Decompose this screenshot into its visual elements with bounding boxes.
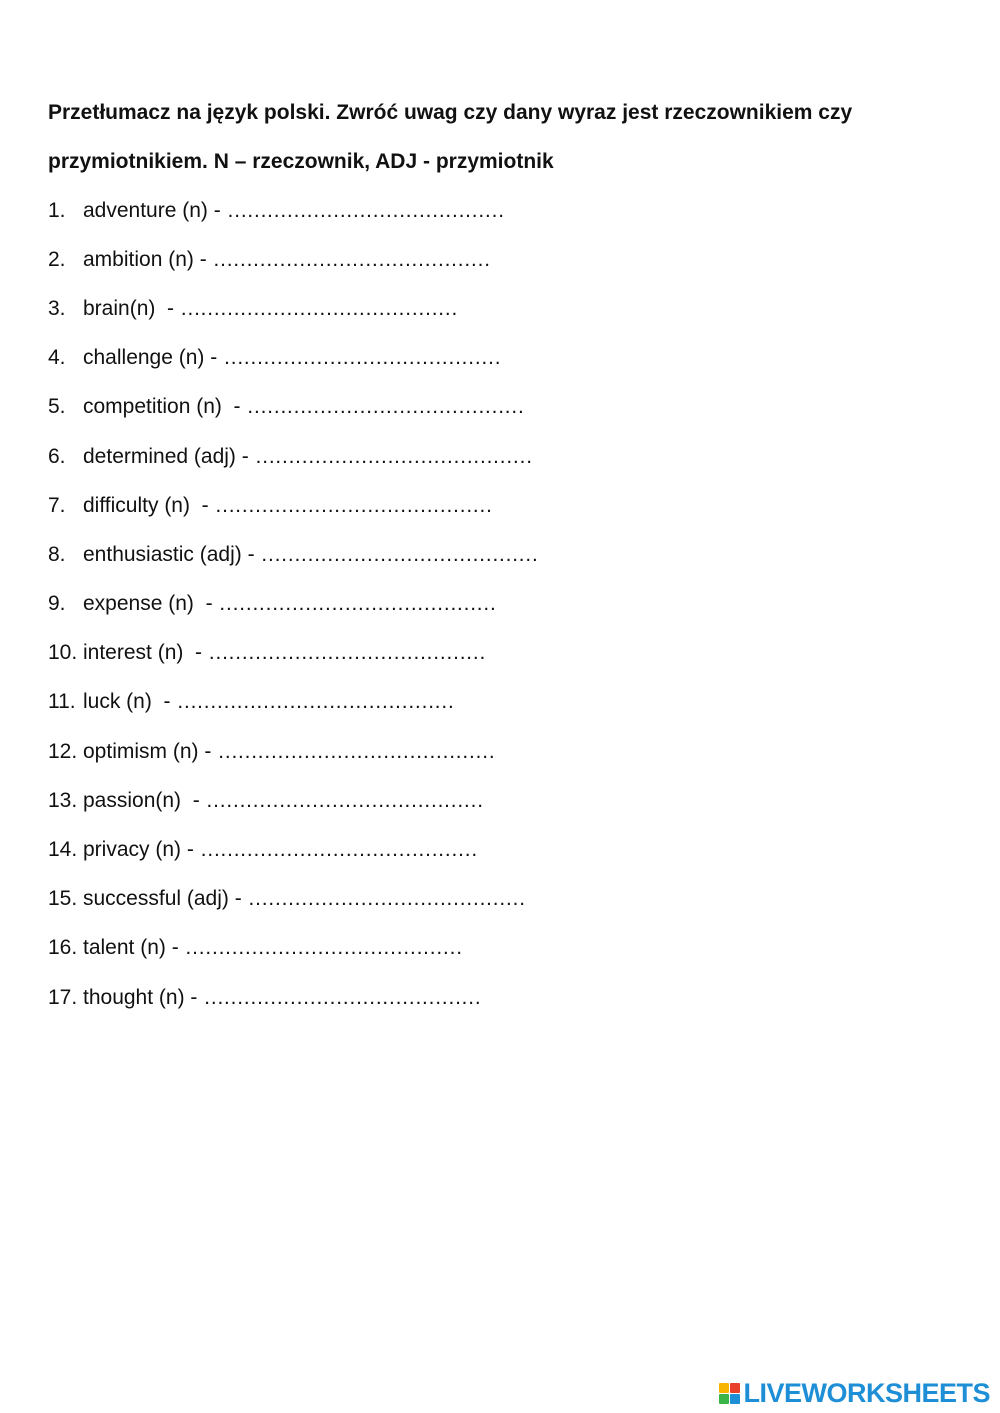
list-item — [48, 973, 538, 1022]
item-number: 12. — [48, 739, 78, 763]
item-word: privacy (n) - — [83, 838, 200, 862]
item-word: luck (n) - — [83, 690, 177, 714]
list-item — [48, 924, 538, 973]
answer-blank[interactable]: …………………………………… — [260, 542, 538, 566]
list-item — [48, 580, 538, 629]
vocabulary-list — [48, 186, 538, 1022]
item-word: expense (n) - — [83, 592, 219, 616]
answer-blank[interactable]: …………………………………… — [218, 592, 496, 616]
list-item — [48, 776, 538, 825]
item-word: thought (n) - — [83, 985, 204, 1009]
answer-blank[interactable]: …………………………………… — [207, 641, 486, 665]
item-number: 9. — [48, 592, 66, 616]
item-number: 2. — [48, 247, 66, 271]
item-word: brain(n) - — [83, 296, 180, 320]
item-word: passion(n) - — [83, 788, 206, 812]
answer-blank[interactable]: …………………………………… — [226, 198, 504, 222]
item-number: 6. — [48, 444, 66, 468]
item-number: 15. — [48, 887, 78, 911]
item-number: 3. — [48, 296, 66, 320]
item-number: 14. — [48, 838, 78, 862]
logo-square — [730, 1383, 740, 1393]
answer-blank[interactable]: …………………………………… — [176, 690, 454, 714]
list-item — [48, 875, 538, 924]
list-item — [48, 186, 538, 235]
list-item — [48, 334, 538, 383]
list-item — [48, 284, 538, 333]
list-item — [48, 481, 538, 530]
item-word: competition (n) - — [83, 395, 247, 419]
item-number: 5. — [48, 395, 66, 419]
list-item — [48, 530, 538, 579]
list-item — [48, 678, 538, 727]
item-word: determined (adj) - — [83, 444, 255, 468]
answer-blank[interactable]: …………………………………… — [217, 739, 495, 763]
item-number: 4. — [48, 346, 66, 370]
item-number: 16. — [48, 936, 78, 960]
list-item — [48, 432, 538, 481]
answer-blank[interactable]: …………………………………… — [214, 493, 492, 517]
instructions-line-1: Przetłumacz na język polski. Zwróć uwag czy dany wyraz jest rzeczownikiem czy — [48, 101, 853, 124]
answer-blank[interactable]: …………………………………… — [179, 296, 458, 320]
item-word: ambition (n) - — [83, 247, 213, 271]
answer-blank[interactable]: …………………………………… — [254, 444, 532, 468]
list-item — [48, 383, 538, 432]
item-word: successful (adj) - — [83, 887, 248, 911]
item-word: difficulty (n) - — [83, 493, 215, 517]
item-number: 7. — [48, 493, 66, 517]
item-word: interest (n) - — [83, 641, 208, 665]
item-word: enthusiastic (adj) - — [83, 542, 261, 566]
item-word: challenge (n) - — [83, 346, 224, 370]
item-number: 13. — [48, 788, 78, 812]
logo-square — [719, 1394, 729, 1404]
answer-blank[interactable]: …………………………………… — [184, 936, 462, 960]
item-number: 10. — [48, 641, 78, 665]
list-item — [48, 235, 538, 284]
logo-square — [719, 1383, 729, 1393]
instructions-heading — [48, 88, 958, 186]
liveworksheets-logo — [719, 1378, 990, 1409]
item-number: 8. — [48, 542, 66, 566]
instructions-line-2: przymiotnikiem. N – rzeczownik, ADJ - przymiotnik — [48, 150, 554, 173]
item-word: talent (n) - — [83, 936, 185, 960]
liveworksheets-grid-icon — [719, 1383, 740, 1404]
list-item — [48, 629, 538, 678]
answer-blank[interactable]: …………………………………… — [203, 985, 481, 1009]
answer-blank[interactable]: …………………………………… — [199, 838, 477, 862]
answer-blank[interactable]: …………………………………… — [205, 788, 483, 812]
item-number: 1. — [48, 198, 66, 222]
item-word: adventure (n) - — [83, 198, 227, 222]
logo-square — [730, 1394, 740, 1404]
answer-blank[interactable]: …………………………………… — [246, 395, 524, 419]
logo-wordmark: LIVEWORKSHEETS — [743, 1378, 990, 1408]
answer-blank[interactable]: …………………………………… — [223, 346, 501, 370]
item-word: optimism (n) - — [83, 739, 218, 763]
item-number: 17. — [48, 985, 78, 1009]
answer-blank[interactable]: …………………………………… — [212, 247, 490, 271]
item-number: 11. — [48, 690, 76, 714]
list-item — [48, 727, 538, 776]
list-item — [48, 825, 538, 874]
answer-blank[interactable]: …………………………………… — [247, 887, 525, 911]
